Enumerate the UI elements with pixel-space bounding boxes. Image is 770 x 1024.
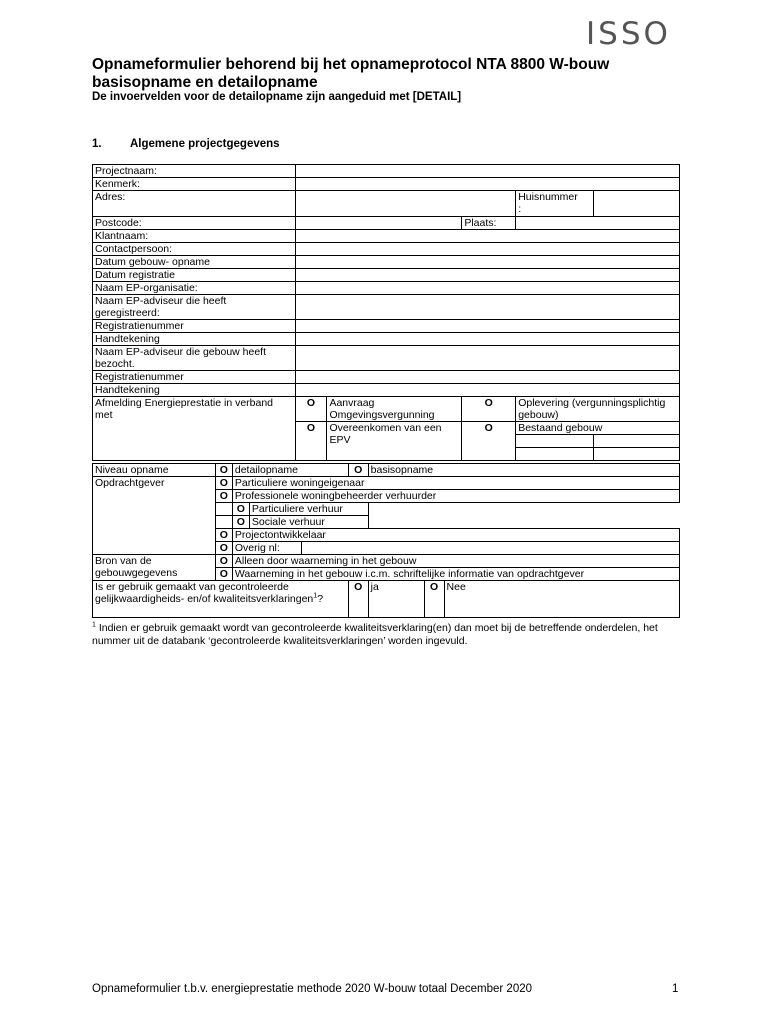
option-particuliere-eigenaar: Particuliere woningeigenaar	[232, 477, 679, 490]
blank-area	[368, 516, 679, 529]
option-oplevering: Oplevering (vergunningsplichtig gebouw)	[516, 397, 680, 422]
section-heading	[92, 138, 280, 150]
blank-area	[368, 503, 679, 516]
input-huisnummer[interactable]	[594, 191, 680, 217]
radio-nee[interactable]: O	[424, 581, 444, 618]
option-detailopname: detailopname	[232, 464, 348, 477]
option-projectontwikkelaar: Projectontwikkelaar	[232, 529, 679, 542]
input-bestaand-b[interactable]	[594, 435, 680, 448]
label-ep-organisatie: Naam EP-organisatie:	[93, 282, 296, 295]
page-footer: Opnameformulier t.b.v. energieprestatie methode 2020 W-bouw totaal December 2020	[92, 983, 533, 995]
opname-details-table	[92, 463, 680, 618]
label-kenmerk: Kenmerk:	[93, 178, 296, 191]
input-handtekening-2[interactable]	[295, 384, 679, 397]
label-opdrachtgever: Opdrachtgever	[93, 477, 216, 555]
radio-professionele[interactable]: O	[215, 490, 232, 503]
label-klantnaam: Klantnaam:	[93, 230, 296, 243]
input-ep-adviseur-bezocht[interactable]	[295, 346, 679, 371]
radio-sociale-verhuur[interactable]: O	[232, 516, 249, 529]
section-number: 1.	[92, 138, 102, 150]
radio-overeenkomen[interactable]: O	[295, 422, 327, 461]
label-bron: Bron van de gebouwgegevens	[93, 555, 216, 581]
label-datum-registratie: Datum registratie	[93, 269, 296, 282]
spacer-cell	[215, 516, 232, 529]
label-postcode: Postcode:	[93, 217, 296, 230]
option-bestaand: Bestaand gebouw	[516, 422, 680, 435]
input-projectnaam[interactable]	[295, 165, 679, 178]
label-afmelding: Afmelding Energieprestatie in verband met	[93, 397, 296, 461]
document-title: Opnameformulier behorend bij het opnameprotocol NTA 8800 W-bouw basisopname en detailopname	[92, 56, 610, 91]
label-ep-adviseur-registratie: Naam EP-adviseur die heeft geregistreerd:	[93, 295, 296, 320]
input-datum-registratie[interactable]	[295, 269, 679, 282]
label-datum-opname: Datum gebouw- opname	[93, 256, 296, 269]
label-handtekening-1: Handtekening	[93, 333, 296, 346]
input-ep-organisatie[interactable]	[295, 282, 679, 295]
option-overig: Overig nl:	[232, 542, 301, 555]
label-plaats: Plaats:	[462, 217, 516, 230]
radio-projectontwikkelaar[interactable]: O	[215, 529, 232, 542]
radio-overig[interactable]: O	[215, 542, 232, 555]
radio-particuliere-eigenaar[interactable]: O	[215, 477, 232, 490]
option-alleen-waarneming: Alleen door waarneming in het gebouw	[232, 555, 679, 568]
option-professionele: Professionele woningbeheerder verhuurder	[232, 490, 679, 503]
radio-basisopname[interactable]: O	[348, 464, 368, 477]
radio-ja[interactable]: O	[348, 581, 368, 618]
label-registratienummer-2: Registratienummer	[93, 371, 296, 384]
input-kenmerk[interactable]	[295, 178, 679, 191]
radio-oplevering[interactable]: O	[462, 397, 516, 422]
radio-particuliere-verhuur[interactable]: O	[232, 503, 249, 516]
input-bestaand-c[interactable]	[516, 448, 594, 461]
spacer-cell	[215, 503, 232, 516]
input-bestaand-a[interactable]	[516, 435, 594, 448]
label-adres: Adres:	[93, 191, 296, 217]
input-ep-adviseur-registratie[interactable]	[295, 295, 679, 320]
input-klantnaam[interactable]	[295, 230, 679, 243]
input-postcode[interactable]	[295, 217, 462, 230]
radio-alleen-waarneming[interactable]: O	[215, 555, 232, 568]
label-huisnummer: Huisnummer :	[516, 191, 594, 217]
radio-waarneming-schriftelijk[interactable]: O	[215, 568, 232, 581]
option-aanvraag: Aanvraag Omgevingsvergunning	[327, 397, 462, 422]
option-basisopname: basisopname	[368, 464, 679, 477]
option-overeenkomen: Overeenkomen van een EPV	[327, 422, 462, 461]
option-nee: Nee	[444, 581, 679, 618]
isso-logo: ISSO	[586, 16, 671, 52]
label-handtekening-2: Handtekening	[93, 384, 296, 397]
radio-bestaand[interactable]: O	[462, 422, 516, 461]
option-particuliere-verhuur: Particuliere verhuur	[249, 503, 368, 516]
radio-detailopname[interactable]: O	[215, 464, 232, 477]
input-registratienummer-2[interactable]	[295, 371, 679, 384]
label-gebruik: Is er gebruik gemaakt van gecontroleerde gelijkwaardigheids- en/of kwaliteitsverklaringen$^1$?	[93, 581, 349, 618]
input-plaats[interactable]	[516, 217, 680, 230]
section-title: Algemene projectgegevens	[130, 138, 280, 150]
option-sociale-verhuur: Sociale verhuur	[249, 516, 368, 529]
input-overig[interactable]	[301, 542, 679, 555]
option-ja: ja	[368, 581, 424, 618]
input-handtekening-1[interactable]	[295, 333, 679, 346]
label-projectnaam: Projectnaam:	[93, 165, 296, 178]
label-registratienummer-1: Registratienummer	[93, 320, 296, 333]
label-niveau-opname: Niveau opname	[93, 464, 216, 477]
input-bestaand-d[interactable]	[594, 448, 680, 461]
input-adres[interactable]	[295, 191, 516, 217]
label-contactpersoon: Contactpersoon:	[93, 243, 296, 256]
document-subtitle: De invoervelden voor de detailopname zijn aangeduid met [DETAIL]	[92, 91, 462, 103]
radio-aanvraag[interactable]: O	[295, 397, 327, 422]
option-waarneming-schriftelijk: Waarneming in het gebouw i.c.m. schriftelijke informatie van opdrachtgever	[232, 568, 679, 581]
page-number: 1	[672, 983, 679, 995]
footnote: $^1$ Indien er gebruik gemaakt wordt van gecontroleerde kwaliteitsverklaring(en) dan moet bij de betreffende onderdelen, het nummer uit de databank ‘gecontroleerde kwaliteitsverklaringen’ worden ingevuld.	[92, 621, 658, 647]
input-datum-opname[interactable]	[295, 256, 679, 269]
input-registratienummer-1[interactable]	[295, 320, 679, 333]
project-details-table	[92, 164, 680, 461]
label-ep-adviseur-bezocht: Naam EP-adviseur die gebouw heeft bezocht.	[93, 346, 296, 371]
input-contactpersoon[interactable]	[295, 243, 679, 256]
